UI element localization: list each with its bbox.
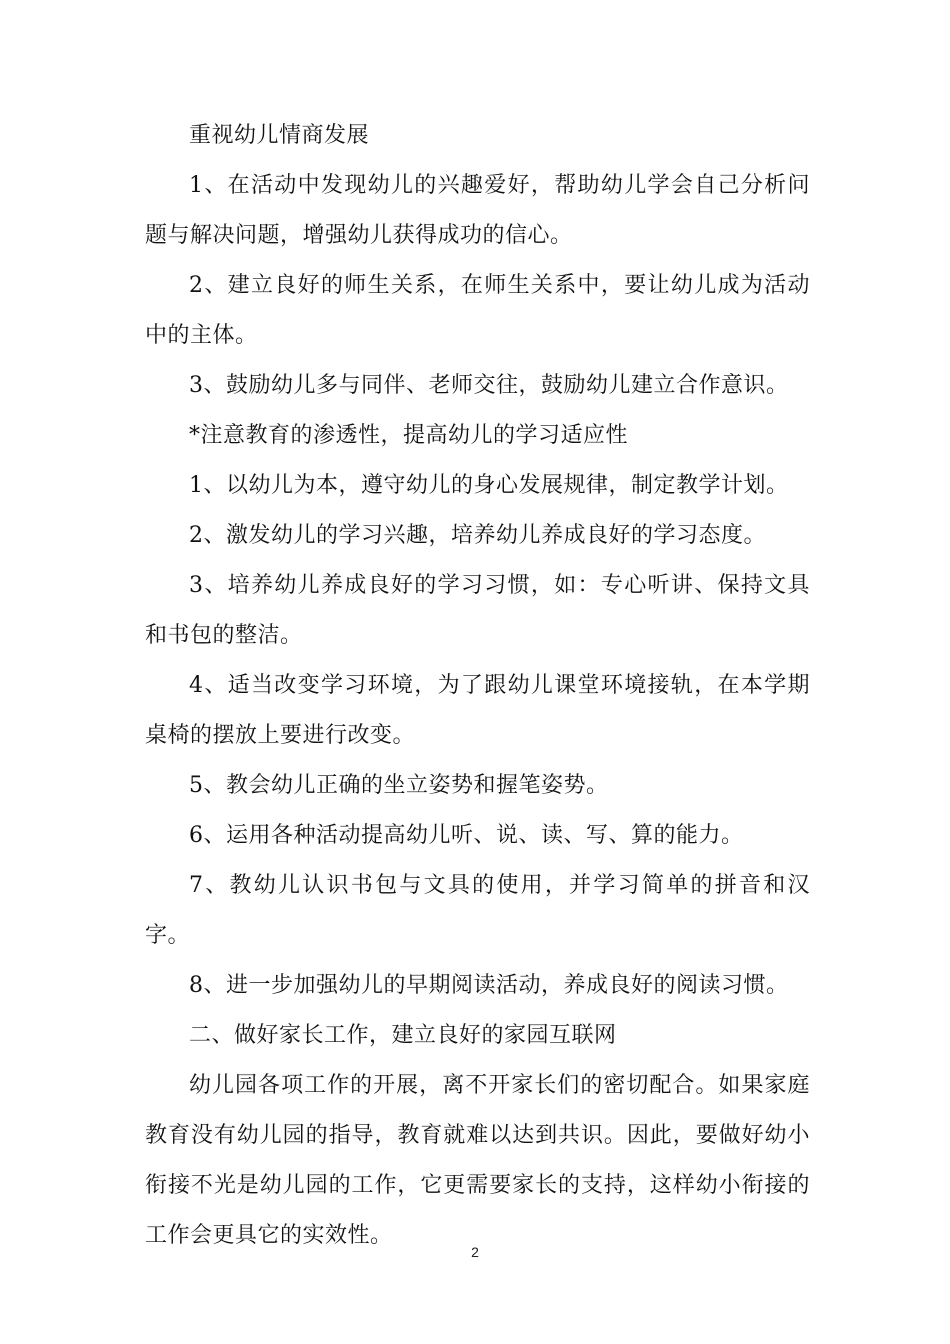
paragraph-item: 5、教会幼儿正确的坐立姿势和握笔姿势。 — [189, 773, 609, 798]
paragraph-heading-learning-adaptability: *注意教育的渗透性，提高幼儿的学习适应性 — [189, 423, 629, 448]
paragraph-item: 8、进一步加强幼儿的早期阅读活动，养成良好的阅读习惯。 — [189, 973, 789, 998]
paragraph-item: 1、以幼儿为本，遵守幼儿的身心发展规律，制定教学计划。 — [189, 473, 789, 498]
paragraph-item: 2、激发幼儿的学习兴趣，培养幼儿养成良好的学习态度。 — [189, 523, 766, 548]
section-heading-parent-work: 二、做好家长工作，建立良好的家园互联网 — [189, 1023, 617, 1048]
paragraph-item: 7、教幼儿认识书包与文具的使用，并学习简单的拼音和汉字。 — [145, 873, 810, 948]
paragraph-item: 3、鼓励幼儿多与同伴、老师交往，鼓励幼儿建立合作意识。 — [189, 373, 789, 398]
paragraph-item: 1、在活动中发现幼儿的兴趣爱好，帮助幼儿学会自己分析问题与解决问题，增强幼儿获得成功的信心。 — [145, 173, 810, 248]
paragraph-item: 6、运用各种活动提高幼儿听、说、读、写、算的能力。 — [189, 823, 744, 848]
paragraph-body: 幼儿园各项工作的开展，离不开家长们的密切配合。如果家庭教育没有幼儿园的指导，教育就难以达到共识。因此，要做好幼小衔接不光是幼儿园的工作，它更需要家长的支持，这样幼小衔接的工作会更具它的实效性。 — [145, 1073, 810, 1248]
document-body — [145, 111, 810, 1261]
page-number: 2 — [471, 1244, 479, 1260]
paragraph-item: 3、培养幼儿养成良好的学习习惯，如：专心听讲、保持文具和书包的整洁。 — [145, 573, 810, 648]
paragraph-heading-emotional-development: 重视幼儿情商发展 — [189, 123, 370, 148]
paragraph-item: 4、适当改变学习环境，为了跟幼儿课堂环境接轨，在本学期桌椅的摆放上要进行改变。 — [145, 673, 810, 748]
paragraph-item: 2、建立良好的师生关系，在师生关系中，要让幼儿成为活动中的主体。 — [145, 273, 810, 348]
